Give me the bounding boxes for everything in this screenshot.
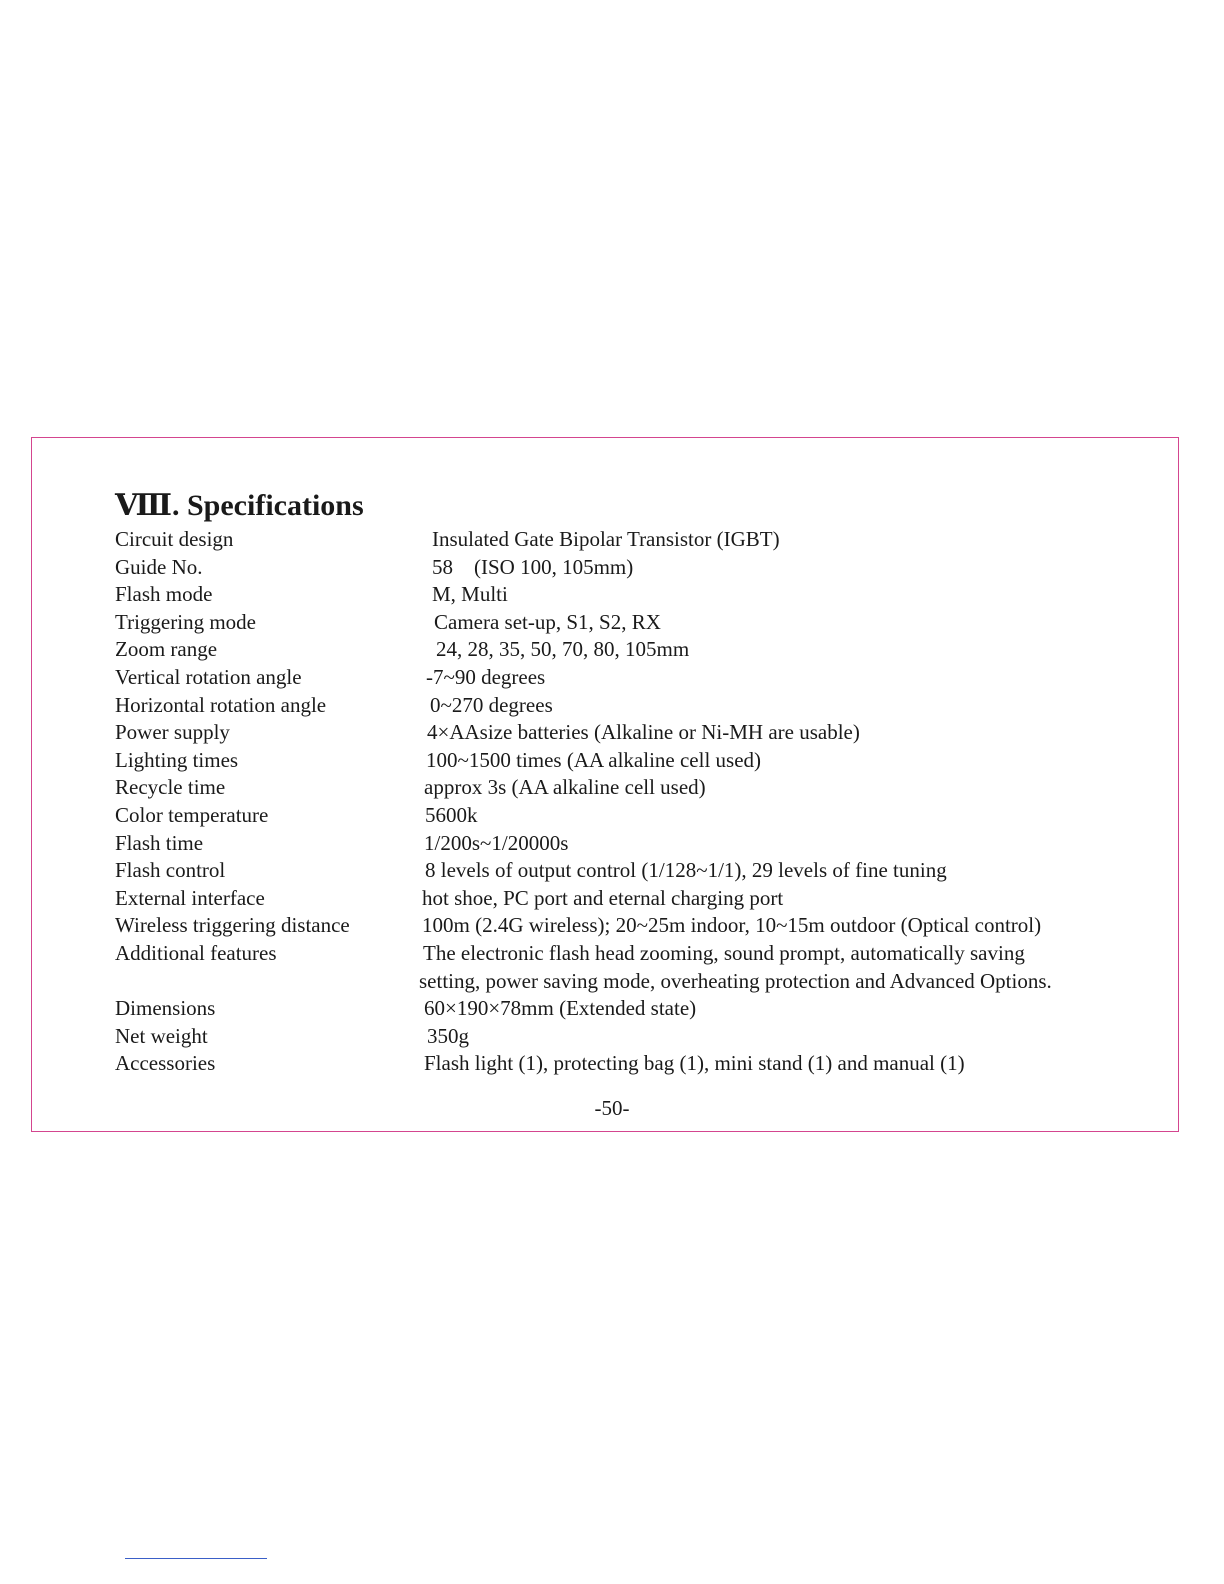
spec-row bbox=[115, 995, 1115, 1023]
spec-label: Horizontal rotation angle bbox=[115, 692, 327, 717]
spec-value: 100m (2.4G wireless); 20~25m indoor, 10~15m outdoor (Optical control) bbox=[422, 913, 1042, 938]
spec-label: Vertical rotation angle bbox=[115, 664, 302, 689]
spec-row bbox=[115, 581, 1115, 609]
spec-row bbox=[115, 940, 1115, 995]
page-number: -50- bbox=[594, 1096, 630, 1120]
spec-label: Color temperature bbox=[115, 802, 269, 827]
spec-value: approx 3s (AA alkaline cell used) bbox=[424, 775, 706, 800]
spec-row bbox=[115, 664, 1115, 692]
spec-label: Accessories bbox=[115, 1051, 216, 1076]
spec-value: hot shoe, PC port and eternal charging port bbox=[422, 885, 784, 910]
spec-label: Wireless triggering distance bbox=[115, 913, 350, 938]
spec-label: Dimensions bbox=[115, 996, 216, 1021]
spec-value: M, Multi bbox=[432, 582, 508, 607]
spec-row bbox=[115, 719, 1115, 747]
spec-value: 1/200s~1/20000s bbox=[424, 830, 569, 855]
spec-label: Recycle time bbox=[115, 775, 226, 800]
spec-value: 4×AAsize batteries (Alkaline or Ni-MH are usable) bbox=[427, 720, 860, 745]
footer-rule bbox=[125, 1558, 267, 1559]
spec-value: 24, 28, 35, 50, 70, 80, 105mm bbox=[436, 637, 690, 662]
spec-row bbox=[115, 1023, 1115, 1051]
spec-label: Flash time bbox=[115, 830, 204, 855]
spec-row bbox=[115, 802, 1115, 830]
spec-label: Net weight bbox=[115, 1023, 208, 1048]
spec-row bbox=[115, 885, 1115, 913]
spec-row bbox=[115, 526, 1115, 554]
spec-label: Power supply bbox=[115, 720, 230, 745]
spec-row bbox=[115, 636, 1115, 664]
spec-value: 0~270 degrees bbox=[430, 692, 553, 717]
spec-value: 100~1500 times (AA alkaline cell used) bbox=[426, 747, 762, 772]
spec-value: 60×190×78mm (Extended state) bbox=[424, 996, 697, 1021]
spec-row bbox=[115, 692, 1115, 720]
spec-label: Triggering mode bbox=[115, 609, 256, 634]
spec-value: 58 (ISO 100, 105mm) bbox=[432, 554, 634, 579]
spec-row bbox=[115, 609, 1115, 637]
spec-value: 5600k bbox=[425, 802, 478, 827]
spec-label: Zoom range bbox=[115, 637, 218, 662]
spec-label: External interface bbox=[115, 885, 265, 910]
spec-row bbox=[115, 857, 1115, 885]
spec-value: Camera set-up, S1, S2, RX bbox=[434, 609, 661, 634]
spec-label: Flash mode bbox=[115, 582, 213, 607]
spec-row bbox=[115, 554, 1115, 582]
spec-value: The electronic flash head zooming, sound prompt, automatically saving setting, power saving mode, overheating protection and Advanced Options. bbox=[419, 940, 1052, 993]
spec-row bbox=[115, 1050, 1115, 1078]
spec-label: Lighting times bbox=[115, 747, 239, 772]
spec-label: Guide No. bbox=[115, 554, 203, 579]
spec-row bbox=[115, 774, 1115, 802]
spec-row bbox=[115, 830, 1115, 858]
spec-value: 8 levels of output control (1/128~1/1), 29 levels of fine tuning bbox=[425, 858, 947, 883]
spec-label: Additional features bbox=[115, 940, 277, 965]
spec-list bbox=[115, 526, 1115, 1078]
spec-value: 350g bbox=[427, 1023, 469, 1048]
section-title: Ⅷ. Specifications bbox=[115, 489, 364, 522]
spec-row bbox=[115, 747, 1115, 775]
spec-label: Flash control bbox=[115, 858, 226, 883]
spec-value: Flash light (1), protecting bag (1), mini stand (1) and manual (1) bbox=[424, 1051, 965, 1076]
spec-row bbox=[115, 912, 1115, 940]
spec-value: -7~90 degrees bbox=[426, 664, 546, 689]
spec-label: Circuit design bbox=[115, 527, 234, 551]
spec-value: Insulated Gate Bipolar Transistor (IGBT) bbox=[432, 527, 780, 551]
